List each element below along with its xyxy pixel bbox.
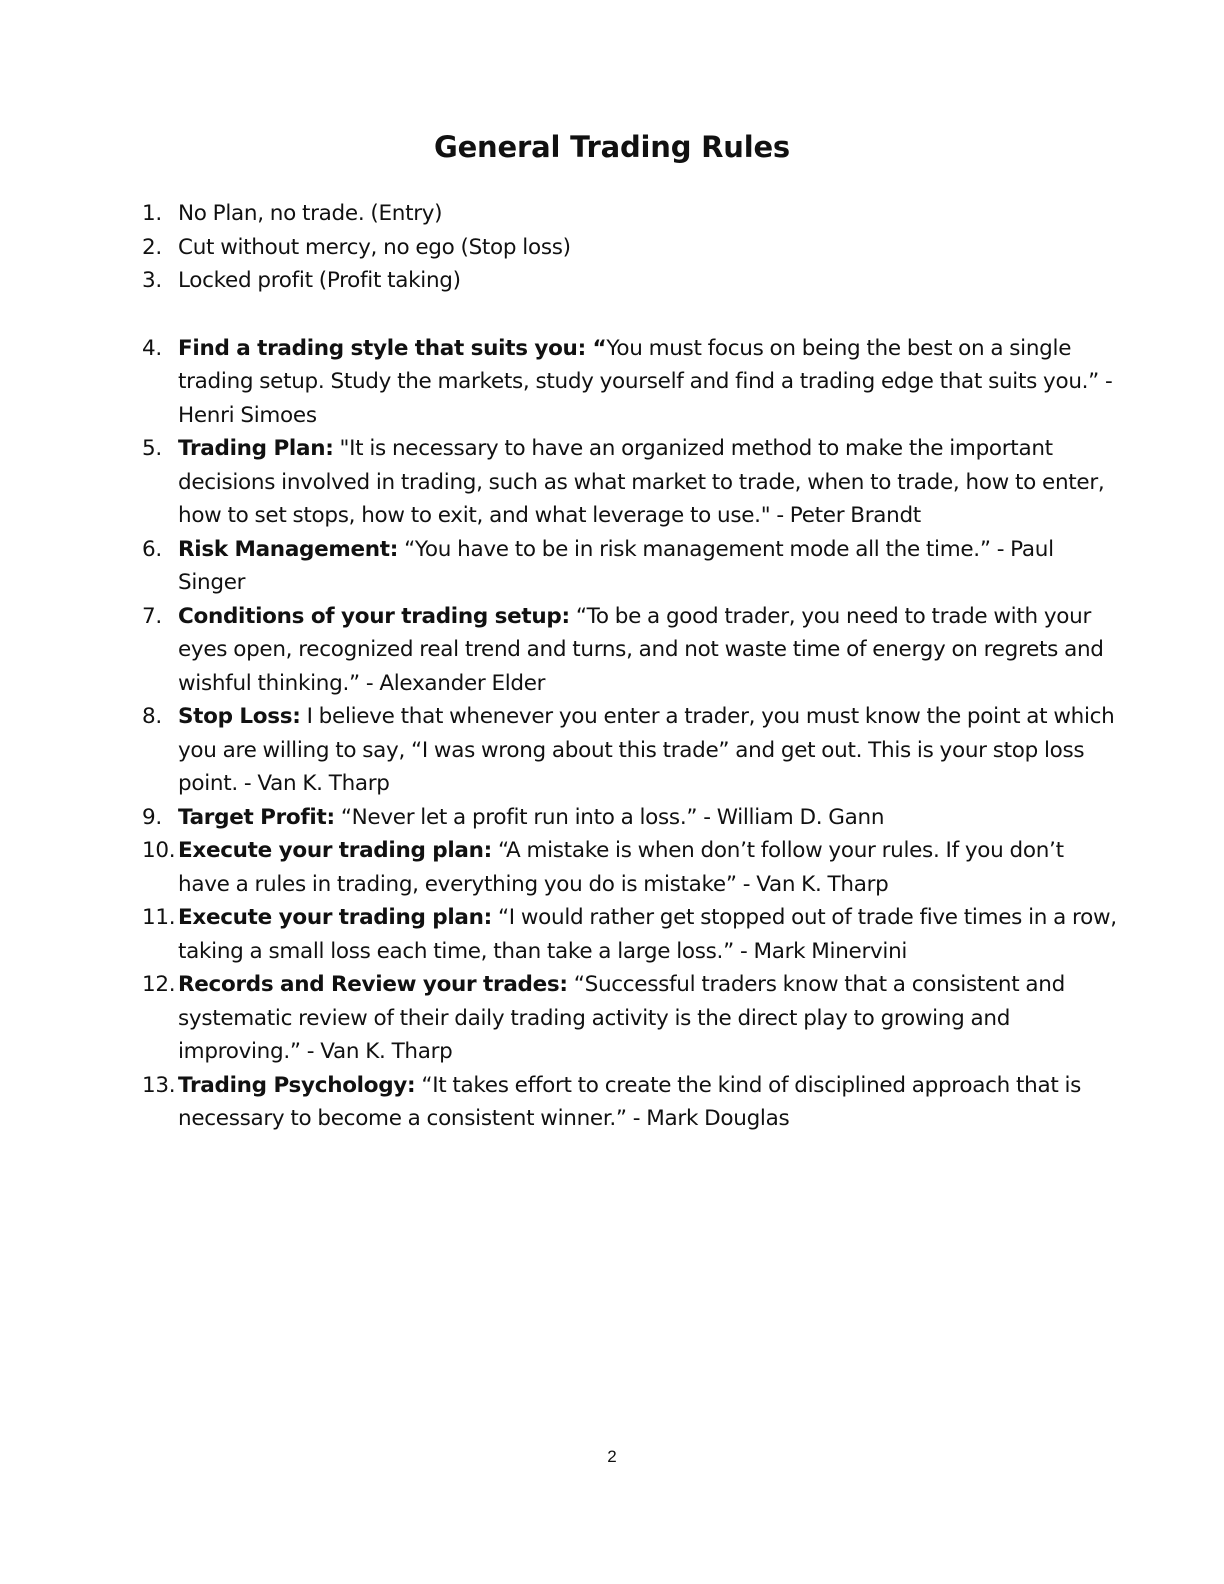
rule-item-3 <box>142 264 1117 298</box>
rule-content <box>178 197 1117 231</box>
rule-item-1 <box>142 197 1117 231</box>
rule-heading: Find a trading style that suits you: “ <box>178 335 607 361</box>
rule-number: 1. <box>142 201 162 226</box>
rule-text: “I would rather get stopped out of trade five times in a row, taking a small loss each time, than take a large loss.” - Mark Minervini <box>178 905 1117 964</box>
rule-number: 12. <box>142 972 176 997</box>
rule-heading: Conditions of your trading setup: <box>178 603 570 629</box>
rule-heading: Execute your trading plan: <box>178 905 492 930</box>
page-title: General Trading Rules <box>433 130 790 165</box>
rule-number: 6. <box>142 536 162 562</box>
rule-item-5 <box>142 432 1117 533</box>
rule-item-13 <box>142 1069 1117 1136</box>
rule-text: “A mistake is when don’t follow your rules. If you don’t have a rules in trading, everything you do is mistake” - Van K. Tharp <box>178 838 1064 897</box>
rule-number: 10. <box>142 838 176 863</box>
rule-content <box>178 600 1117 701</box>
rule-content <box>178 700 1117 801</box>
rule-content <box>178 968 1117 1069</box>
rule-content <box>178 801 1117 835</box>
rule-content <box>178 901 1117 968</box>
rule-number: 8. <box>142 704 162 729</box>
rule-heading: Records and Review your trades: <box>178 972 568 997</box>
rule-heading: Execute your trading plan: <box>178 838 492 863</box>
rule-number: 11. <box>142 905 176 930</box>
rule-item-9 <box>142 801 1117 835</box>
rule-content <box>178 432 1117 533</box>
rule-text: No Plan, no trade. (Entry) <box>178 201 443 226</box>
rule-item-12 <box>142 968 1117 1069</box>
rule-content <box>178 1069 1117 1136</box>
rule-number: 3. <box>142 268 162 293</box>
rule-content <box>178 834 1117 901</box>
rule-text: I believe that whenever you enter a trader, you must know the point at which you are willing to say, “I was wrong about this trade” and get out. This is your stop loss point. - Van K. Tharp <box>178 704 1115 796</box>
rule-text: Cut without mercy, no ego (Stop loss) <box>178 234 571 260</box>
rule-heading: Trading Plan: <box>178 436 334 461</box>
rule-text: “It takes effort to create the kind of disciplined approach that is necessary to become a consistent winner.” - Mark Douglas <box>178 1072 1082 1131</box>
rule-item-11 <box>142 901 1117 968</box>
rule-item-10 <box>142 834 1117 901</box>
rule-text: You must focus on being the best on a single trading setup. Study the markets, study yourself and find a trading edge that suits you.” - Henri Simoes <box>178 335 1113 428</box>
rule-heading: Risk Management: <box>178 536 399 562</box>
rule-item-4 <box>142 332 1117 433</box>
rule-heading: Target Profit: <box>178 804 335 830</box>
rule-heading: Stop Loss: <box>178 704 301 729</box>
rules-list <box>142 197 1117 1136</box>
rule-number: 7. <box>142 603 162 629</box>
rule-number: 9. <box>142 804 162 830</box>
rule-number: 13. <box>142 1072 176 1098</box>
rule-number: 5. <box>142 436 162 461</box>
rule-number: 4. <box>142 335 162 361</box>
rule-content <box>178 533 1117 600</box>
rule-text: Locked profit (Profit taking) <box>178 268 461 293</box>
rule-item-2 <box>142 231 1117 265</box>
rule-heading: Trading Psychology: <box>178 1072 416 1098</box>
rule-item-7 <box>142 600 1117 701</box>
rule-content <box>178 332 1117 433</box>
page-number: 2 <box>607 1447 617 1466</box>
rule-number: 2. <box>142 234 162 260</box>
rule-content <box>178 231 1117 265</box>
rule-text: “Successful traders know that a consistent and systematic review of their daily trading activity is the direct play to growing and improving.” - Van K. Tharp <box>178 972 1065 1064</box>
group-spacer <box>142 298 1117 332</box>
rule-content <box>178 264 1117 298</box>
rule-text: “You have to be in risk management mode all the time.” - Paul Singer <box>178 536 1054 595</box>
rule-item-6 <box>142 533 1117 600</box>
rule-text: “Never let a profit run into a loss.” - William D. Gann <box>334 804 885 830</box>
rule-text: “To be a good trader, you need to trade with your eyes open, recognized real trend and turns, and not waste time of energy on regrets and wishful thinking.” - Alexander Elder <box>178 603 1104 696</box>
rule-text: "It is necessary to have an organized method to make the important decisions involved in trading, such as what market to trade, when to trade, how to enter, how to set stops, how to exit, and what leverage to use." - Peter Brandt <box>178 436 1105 528</box>
rule-item-8 <box>142 700 1117 801</box>
